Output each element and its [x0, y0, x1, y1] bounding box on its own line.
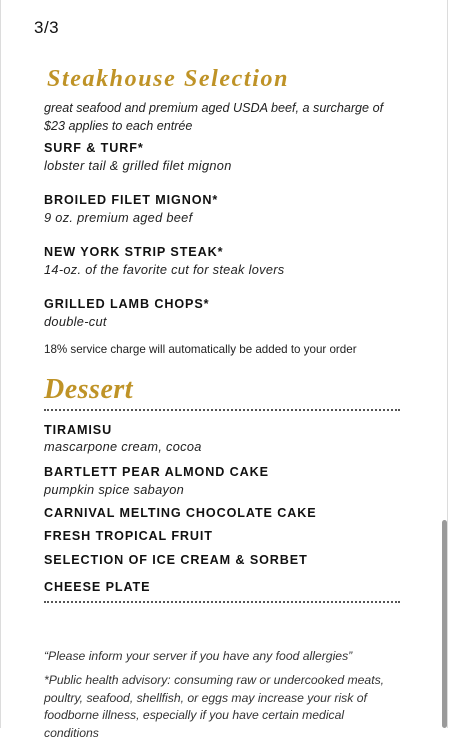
- menu-item-desc: pumpkin spice sabayon: [44, 482, 185, 497]
- health-advisory: *Public health advisory: consuming raw or undercooked meats, poultry, seafood, shellfish, or eggs may increase your risk of foodborne illness, especially if you have certain medical conditions: [44, 673, 385, 740]
- page-counter: 3/3: [34, 18, 60, 37]
- menu-item-desc: 14-oz. of the favorite cut for steak lovers: [44, 262, 285, 277]
- allergy-note: “Please inform your server if you have any food allergies”: [44, 649, 353, 663]
- service-charge-note: 18% service charge will automatically be added to your order: [44, 343, 357, 356]
- menu-item-desc: double-cut: [44, 314, 107, 329]
- steakhouse-intro: great seafood and premium aged USDA beef, a surcharge of $23 applies to each entrée: [44, 101, 384, 133]
- dotted-divider: [44, 409, 400, 411]
- page-border-right: [447, 0, 448, 728]
- menu-item-name: BROILED FILET MIGNON*: [44, 193, 219, 207]
- scrollbar-thumb[interactable]: [442, 520, 447, 728]
- menu-item-name: CHEESE PLATE: [44, 580, 151, 594]
- menu-item-desc: mascarpone cream, cocoa: [44, 439, 202, 454]
- menu-item-desc: 9 oz. premium aged beef: [44, 210, 193, 225]
- menu-item-name: GRILLED LAMB CHOPS*: [44, 297, 210, 311]
- menu-item-name: SELECTION OF ICE CREAM & SORBET: [44, 553, 308, 567]
- section-title-dessert: Dessert: [44, 374, 134, 405]
- menu-item-name: CARNIVAL MELTING CHOCOLATE CAKE: [44, 506, 317, 520]
- menu-item-name: FRESH TROPICAL FRUIT: [44, 529, 213, 543]
- section-title-steakhouse: Steakhouse Selection: [47, 66, 290, 92]
- dotted-divider: [44, 601, 400, 603]
- menu-item-name: BARTLETT PEAR ALMOND CAKE: [44, 465, 269, 479]
- menu-item-name: NEW YORK STRIP STEAK*: [44, 245, 224, 259]
- menu-item-desc: lobster tail & grilled filet mignon: [44, 158, 232, 173]
- menu-item-name: SURF & TURF*: [44, 141, 144, 155]
- page-border-left: [0, 0, 1, 728]
- menu-item-name: TIRAMISU: [44, 423, 113, 437]
